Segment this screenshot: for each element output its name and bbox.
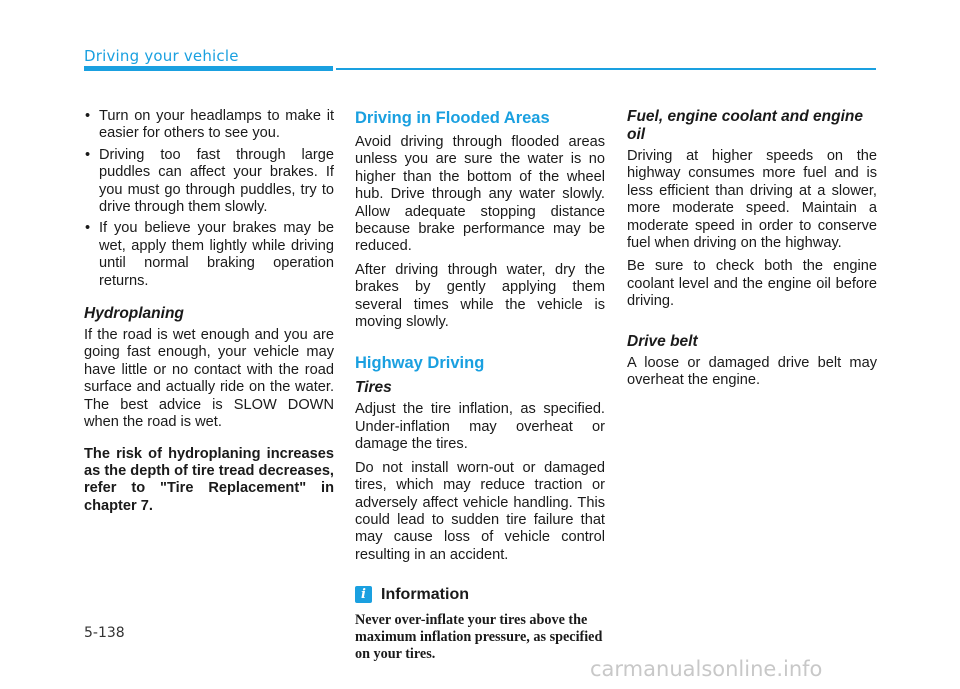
tires-paragraph-2: Do not install worn-out or damaged tires, which may reduce traction or adversely affect vehicle handling. This could lead to sudden tire failure that may cause loss of vehicle control resulting in an accident. bbox=[355, 459, 605, 563]
bullet-item: • Driving too fast through large puddles can affect your brakes. If you must go through puddles, try to drive through them slowly. bbox=[84, 147, 334, 217]
information-title: Information bbox=[381, 586, 469, 604]
bullet-item: • If you believe your brakes may be wet, apply them lightly while driving until normal braking operation returns. bbox=[84, 220, 334, 290]
hydroplaning-warning: The risk of hydroplaning increases as the depth of tire tread decreases, refer to "Tire Replacement" in chapter 7. bbox=[84, 445, 334, 514]
tires-heading: Tires bbox=[355, 379, 392, 397]
fuel-paragraph-1: Driving at higher speeds on the highway consumes more fuel and is less efficient than driving at a slower, more moderate speed. Maintain a moderate speed in order to conserve fuel when driving on the highway. bbox=[627, 148, 877, 252]
page-number: 5-138 bbox=[84, 625, 125, 641]
information-header bbox=[355, 586, 605, 603]
tires-paragraph-1: Adjust the tire inflation, as specified. Under-inflation may overheat or damage the tires. bbox=[355, 401, 605, 453]
hydroplaning-heading: Hydroplaning bbox=[84, 305, 184, 323]
highway-driving-heading: Highway Driving bbox=[355, 354, 485, 373]
column-middle bbox=[355, 108, 605, 663]
flooded-areas-heading: Driving in Flooded Areas bbox=[355, 109, 550, 127]
drive-belt-heading: Drive belt bbox=[627, 332, 698, 350]
watermark: carmanualsonline.info bbox=[590, 657, 823, 681]
column-left bbox=[84, 108, 334, 521]
information-text: Never over-inflate your tires above the maximum inflation pressure, as specified on your tires. bbox=[355, 611, 603, 662]
fuel-paragraph-2: Be sure to check both the engine coolant level and the engine oil before driving. bbox=[627, 258, 877, 310]
info-icon: i bbox=[355, 586, 372, 603]
flooded-paragraph-1: Avoid driving through flooded areas unless you are sure the water is no higher than the bottom of the wheel hub. Drive through any water slowly. Allow adequate stopping distance because brake performance may be reduced. bbox=[355, 134, 605, 255]
section-title: Driving your vehicle bbox=[84, 47, 239, 65]
flooded-paragraph-2: After driving through water, dry the brakes by gently applying them several times while the vehicle is moving slowly. bbox=[355, 261, 605, 331]
bullet-list bbox=[84, 108, 334, 290]
header-rule-thin bbox=[336, 68, 876, 70]
header-rule-thick bbox=[84, 66, 333, 71]
bullet-item: • Turn on your headlamps to make it easier for others to see you. bbox=[84, 108, 334, 143]
hydroplaning-paragraph: If the road is wet enough and you are going fast enough, your vehicle may have little or no contact with the road surface and actually ride on the water. The best advice is SLOW DOWN when the road is wet. bbox=[84, 327, 334, 431]
column-right bbox=[627, 108, 877, 395]
fuel-coolant-oil-heading: Fuel, engine coolant and engine oil bbox=[627, 108, 863, 143]
drive-belt-paragraph: A loose or damaged drive belt may overheat the engine. bbox=[627, 354, 877, 389]
